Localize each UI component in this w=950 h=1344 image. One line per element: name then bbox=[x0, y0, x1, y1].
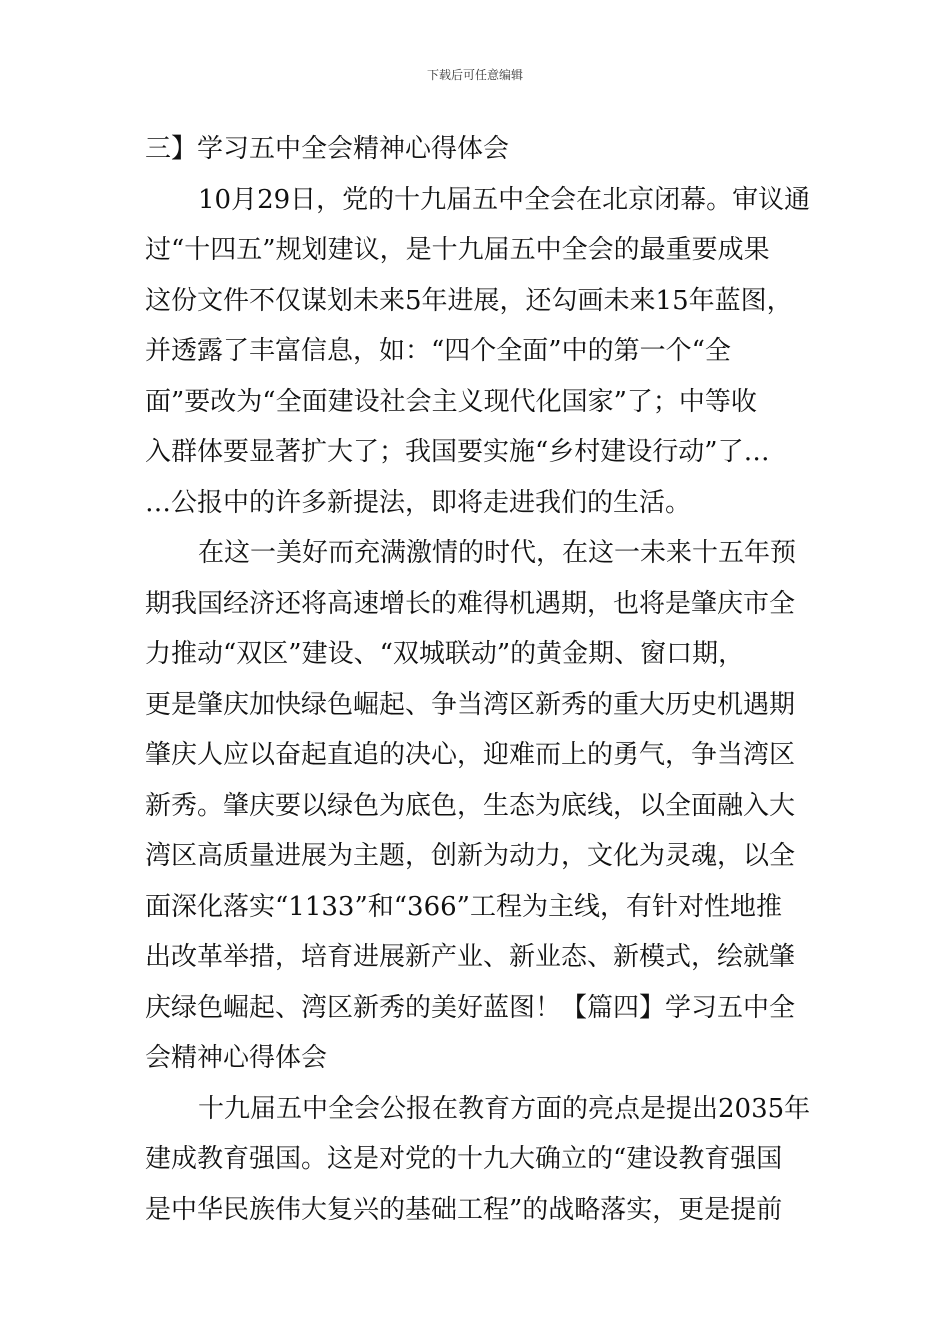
paragraph-line: 力推动“双区”建设、“双城联动”的黄金期、窗口期， bbox=[145, 639, 745, 669]
document-body bbox=[145, 124, 810, 1235]
paragraph-line: 入群体要显著扩大了；我国要实施“乡村建设行动”了… bbox=[145, 437, 770, 467]
paragraph-line: 十九届五中全会公报在教育方面的亮点是提出2035年 bbox=[198, 1093, 810, 1124]
paragraph-line: 并透露了丰富信息，如：“四个全面”中的第一个“全 bbox=[145, 336, 731, 366]
paragraph-line: 这份文件不仅谋划未来5年进展，还勾画未来15年蓝图， bbox=[145, 285, 793, 316]
paragraph-line: 期我国经济还将高速增长的难得机遇期，也将是肇庆市全 bbox=[145, 588, 796, 619]
paragraph-line: 新秀。肇庆要以绿色为底色，生态为底线，以全面融入大 bbox=[145, 790, 796, 821]
paragraph-line: 10月29日，党的十九届五中全会在北京闭幕。审议通 bbox=[198, 184, 810, 215]
paragraph-line: 是中华民族伟大复兴的基础工程”的战略落实，更是提前 bbox=[145, 1194, 783, 1225]
paragraph-line: 肇庆人应以奋起直追的决心，迎难而上的勇气，争当湾区 bbox=[145, 740, 796, 770]
paragraph-line: 过“十四五”规划建议，是十九届五中全会的最重要成果 bbox=[145, 235, 770, 265]
paragraph-line: 湾区高质量进展为主题，创新为动力，文化为灵魂，以全 bbox=[145, 841, 796, 871]
section-heading: 三】学习五中全会精神心得体会 bbox=[145, 134, 510, 164]
paragraph-line: 面”要改为“全面建设社会主义现代化国家”了；中等收 bbox=[145, 386, 757, 417]
paragraph-line: 建成教育强国。这是对党的十九大确立的“建设教育强国 bbox=[145, 1144, 783, 1174]
paragraph-line: 会精神心得体会 bbox=[145, 1043, 328, 1073]
paragraph-line: 庆绿色崛起、湾区新秀的美好蓝图！【篇四】学习五中全 bbox=[145, 992, 796, 1023]
paragraph-line: 面深化落实“1133”和“366”工程为主线，有针对性地推 bbox=[145, 891, 782, 922]
page-header-note: 下载后可任意编辑 bbox=[426, 68, 523, 82]
paragraph-line: 更是肇庆加快绿色崛起、争当湾区新秀的重大历史机遇期 bbox=[145, 689, 796, 720]
paragraph-line: …公报中的许多新提法，即将走进我们的生活。 bbox=[145, 487, 692, 518]
paragraph-line: 在这一美好而充满激情的时代，在这一未来十五年预 bbox=[198, 538, 797, 568]
paragraph-line: 出改革举措，培育进展新产业、新业态、新模式，绘就肇 bbox=[145, 942, 796, 972]
